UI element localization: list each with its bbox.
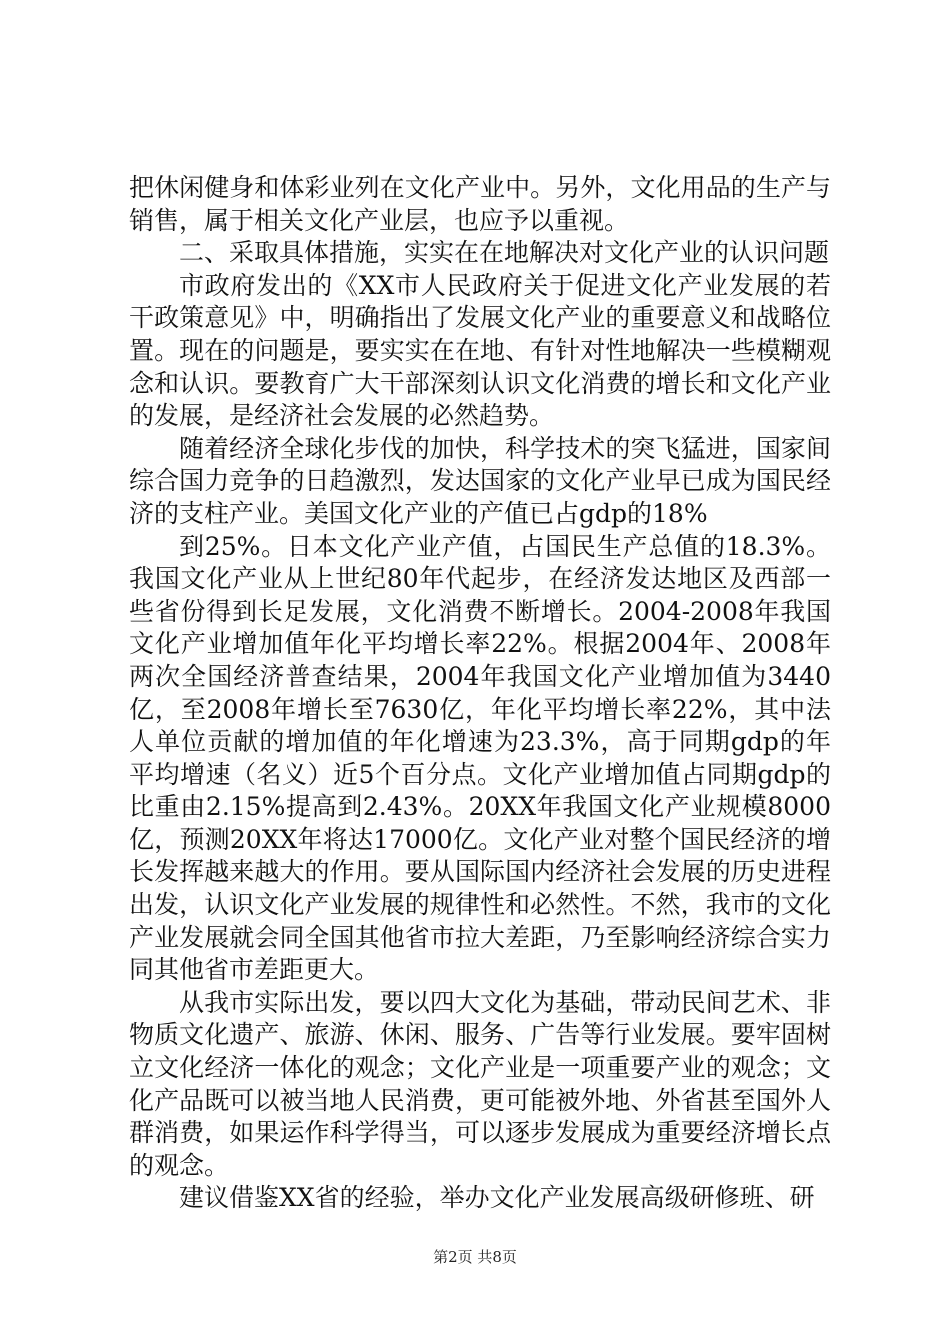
paragraph-continuation: 把休闲健身和体彩业列在文化产业中。另外，文化用品的生产与销售，属于相关文化产业层，也应予以重视。 [129, 173, 831, 235]
paragraph: 市政府发出的《XX市人民政府关于促进文化产业发展的若干政策意见》中，明确指出了发展文化产业的重要意义和战略位置。现在的问题是，要实实在在地、有针对性地解决一些模糊观念和认识。要教育广大干部深刻认识文化消费的增长和文化产业的发展，是经济社会发展的必然趋势。 [129, 270, 831, 431]
page-number-footer: 第2页 共8页 [433, 1248, 517, 1266]
paragraph: 从我市实际出发，要以四大文化为基础，带动民间艺术、非物质文化遗产、旅游、休闲、服务、广告等行业发展。要牢固树立文化经济一体化的观念；文化产业是一项重要产业的观念；文化产品既可以被当地人民消费，更可能被外地、外省甚至国外人群消费，如果运作科学得当，可以逐步发展成为重要经济增长点的观念。 [129, 987, 831, 1180]
paragraph: 到25%。日本文化产业产值，占国民生产总值的18.3%。我国文化产业从上世纪80年代起步，在经济发达地区及西部一些省份得到长足发展，文化消费不断增长。2004-2008年我国文化产业增加值年化平均增长率22%。根据2004年、2008年两次全国经济普查结果，2004年我国文化产业增加值为3440亿，至2008年增长至7630亿，年化平均增长率22%，其中法人单位贡献的增加值的年化增速为23.3%，高于同期gdp的年平均增速（名义）近5个百分点。文化产业增加值占同期gdp的比重由2.15%提高到2.43%。20XX年我国文化产业规模8000亿，预测20XX年将达17000亿。文化产业对整个国民经济的增长发挥越来越大的作用。要从国际国内经济社会发展的历史进程出发，认识文化产业发展的规律性和必然性。不然，我市的文化产业发展就会同全国其他省市拉大差距，乃至影响经济综合实力同其他省市差距更大。 [129, 531, 831, 985]
paragraph: 随着经济全球化步伐的加快，科学技术的突飞猛进，国家间综合国力竞争的日趋激烈，发达国家的文化产业早已成为国民经济的支柱产业。美国文化产业的产值已占gdp的18% [129, 433, 831, 528]
section-heading: 二、采取具体措施，实实在在地解决对文化产业的认识问题 [179, 238, 830, 268]
paragraph-truncated: 建议借鉴XX省的经验，举办文化产业发展高级研修班、研 [179, 1183, 815, 1213]
document-body [129, 172, 831, 1215]
